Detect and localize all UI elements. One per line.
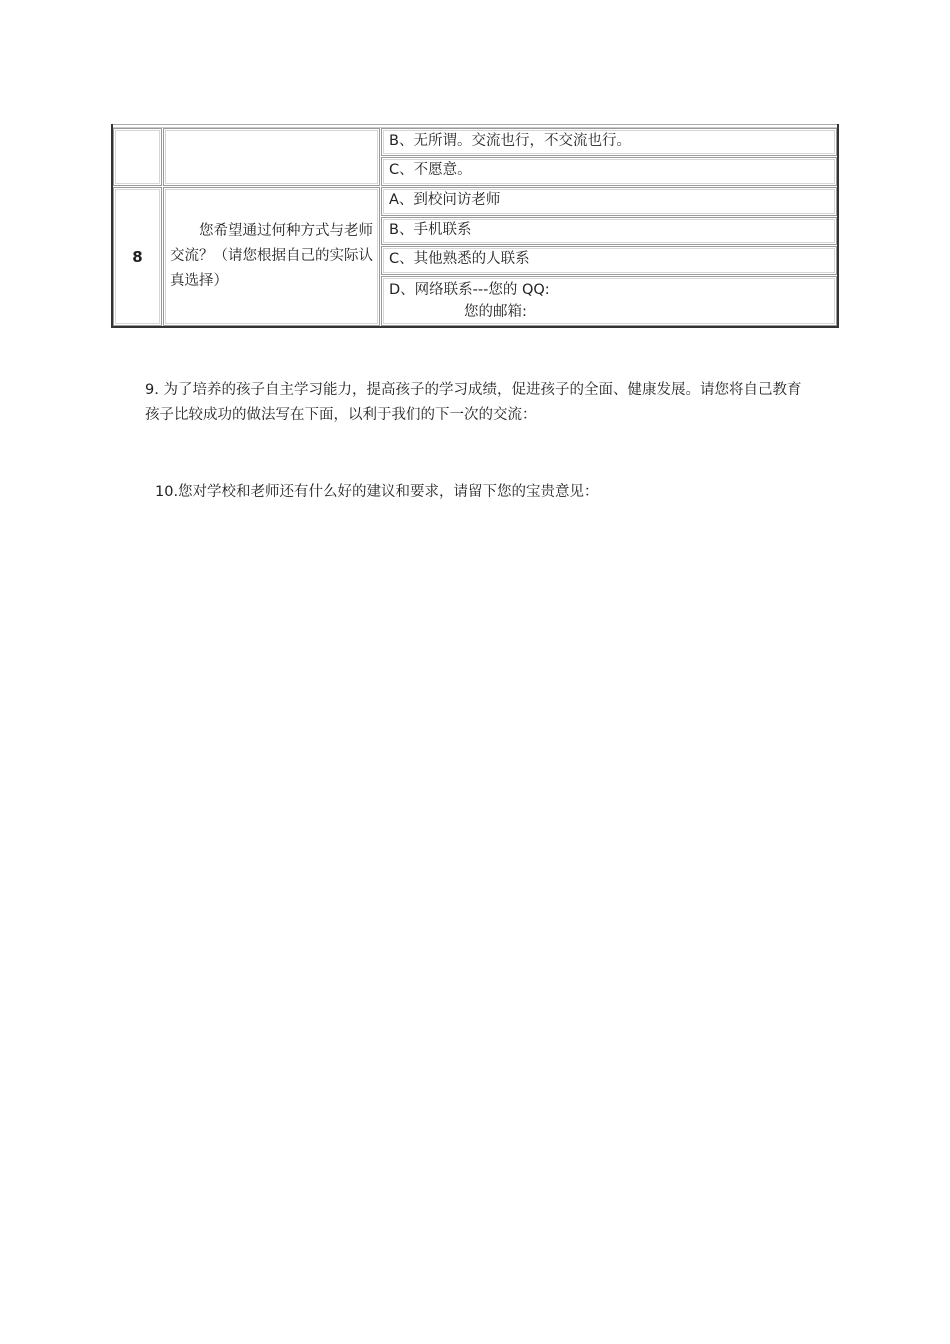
row8-option-a: A、到校问访老师 — [381, 187, 837, 216]
row8-option-d — [381, 276, 837, 326]
row7-option-c: C、不愿意。 — [381, 157, 837, 186]
row8-question-text: 您希望通过何种方式与老师交流？（请您根据自己的实际认真选择） — [170, 223, 373, 289]
question-9: 9. 为了培养的孩子自主学习能力，提高孩子的学习成绩，促进孩子的全面、健康发展。请您将自己教育孩子比较成功的做法写在下面，以利于我们的下一次的交流： — [145, 382, 802, 423]
row8-question-cell — [163, 187, 380, 326]
row8-number-cell: 8 — [113, 187, 162, 326]
row8-option-b: B、手机联系 — [381, 217, 837, 245]
row8-option-d-email-label: 您的邮箱: — [464, 304, 527, 320]
row7-number-cell — [113, 128, 162, 186]
row8-option-d-qq-label: D、网络联系---您的 QQ: — [389, 282, 550, 298]
row8-option-c: C、其他熟悉的人联系 — [381, 246, 837, 275]
row7-option-b: B、无所谓。交流也行，不交流也行。 — [381, 128, 837, 156]
question-10: 10.您对学校和老师还有什么好的建议和要求，请留下您的宝贵意见： — [155, 484, 599, 500]
row7-question-cell — [163, 128, 380, 186]
